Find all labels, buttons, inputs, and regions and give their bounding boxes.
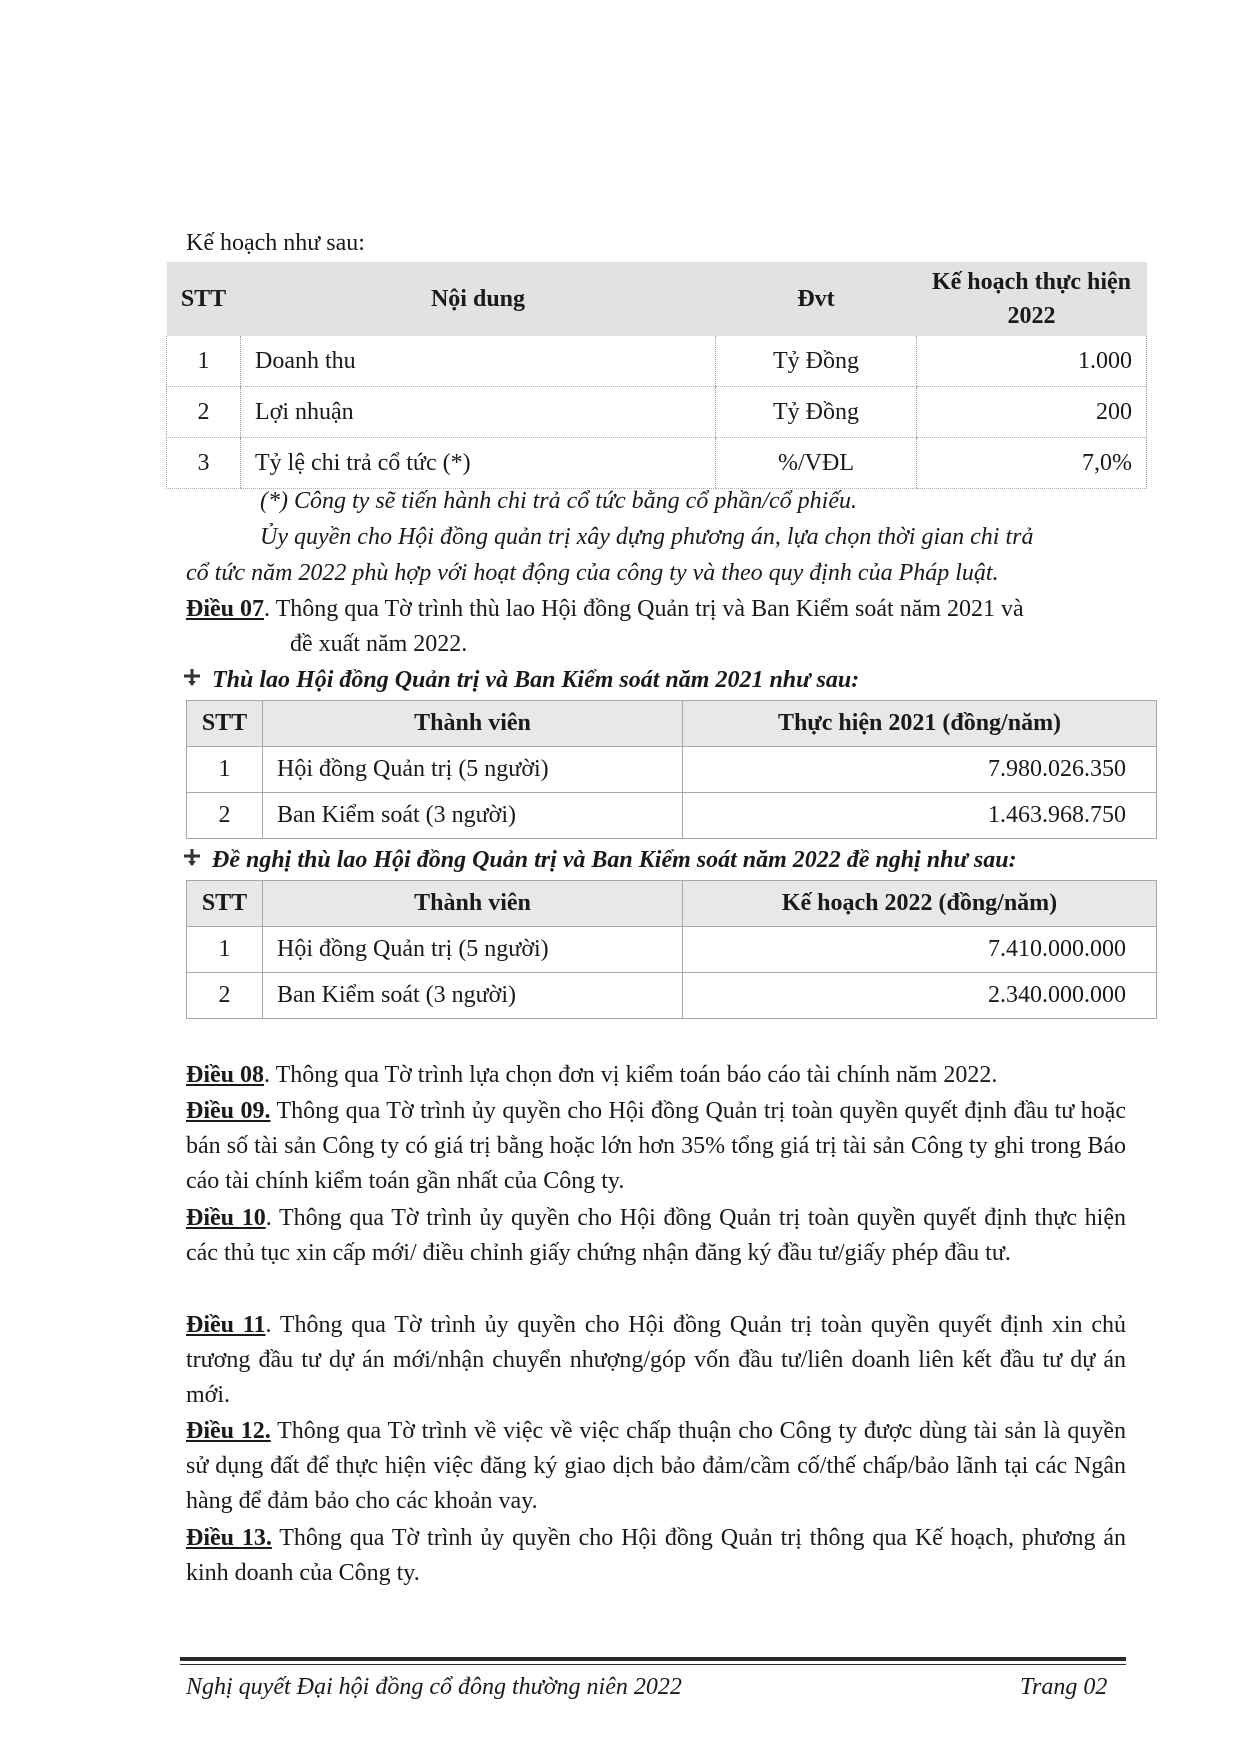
cell-stt: 3 <box>167 438 241 489</box>
cell-member: Hội đồng Quản trị (5 người) <box>263 927 683 973</box>
table-row <box>187 747 1157 793</box>
bullet-text: Đề nghị thù lao Hội đồng Quản trị và Ban Kiểm soát năm 2022 đề nghị như sau: <box>212 847 1017 873</box>
table-row <box>167 387 1147 438</box>
article-label: Điều 11 <box>186 1312 266 1338</box>
cell-amount: 7.410.000.000 <box>683 927 1157 973</box>
plan-table-header <box>167 262 1147 336</box>
cell-stt: 1 <box>167 336 241 387</box>
plus-bullet-icon <box>182 843 202 877</box>
cell-value: 200 <box>917 387 1147 438</box>
cell-unit: Tỷ Đồng <box>716 387 917 438</box>
cell-stt: 2 <box>167 387 241 438</box>
header-stt: STT <box>187 701 263 747</box>
article-label: Điều 12. <box>186 1418 271 1444</box>
bullet-text: Thù lao Hội đồng Quản trị và Ban Kiểm soát năm 2021 như sau: <box>212 667 860 693</box>
cell-stt: 2 <box>187 973 263 1019</box>
page-number: Trang 02 <box>1020 1674 1108 1700</box>
cell-content: Doanh thu <box>241 336 716 387</box>
header-plan: Kế hoạch thực hiện 2022 <box>917 262 1147 336</box>
article-10 <box>186 1201 1126 1271</box>
table-row <box>187 973 1157 1019</box>
cell-amount: 7.980.026.350 <box>683 747 1157 793</box>
article-07 <box>186 592 1024 627</box>
article-text: Thông qua Tờ trình ủy quyền cho Hội đồng Quản trị toàn quyền quyết định đầu tư hoặc bán số tài sản Công ty có giá trị bằng hoặc lớn hơn 35% tổng giá trị tài sản Công ty ghi trong Báo cáo tài chính kiểm toán gần nhất của Công ty. <box>186 1098 1127 1194</box>
table-row <box>167 336 1147 387</box>
dividend-note: (*) Công ty sẽ tiến hành chi trả cổ tức bằng cổ phần/cổ phiếu. <box>260 488 857 514</box>
cell-amount: 1.463.968.750 <box>683 793 1157 839</box>
footer-rule-thin <box>180 1664 1126 1665</box>
header-unit: Đvt <box>716 262 917 336</box>
header-amount: Kế hoạch 2022 (đồng/năm) <box>683 881 1157 927</box>
article-11 <box>186 1308 1126 1413</box>
article-text: Thông qua Tờ trình ủy quyền cho Hội đồng Quản trị thông qua Kế hoạch, phương án kinh doanh của Công ty. <box>186 1525 1127 1586</box>
table-row <box>187 927 1157 973</box>
cell-amount: 2.340.000.000 <box>683 973 1157 1019</box>
table-header <box>187 701 1157 747</box>
article-text: . Thông qua Tờ trình lựa chọn đơn vị kiểm toán báo cáo tài chính năm 2022. <box>264 1062 998 1088</box>
authorization-note-line2: cổ tức năm 2022 phù hợp với hoạt động của công ty và theo quy định của Pháp luật. <box>186 560 999 586</box>
cell-unit: Tỷ Đồng <box>716 336 917 387</box>
cell-unit: %/VĐL <box>716 438 917 489</box>
article-label: Điều 10 <box>186 1205 266 1231</box>
cell-content: Lợi nhuận <box>241 387 716 438</box>
article-text: Thông qua Tờ trình về việc về việc chấp thuận cho Công ty được dùng tài sản là quyền sử dụng đất để thực hiện việc đăng ký giao dịch bảo đảm/cầm cố/thế chấp/bảo lãnh tại các Ngân hàng để đảm bảo cho các khoản vay. <box>186 1418 1127 1514</box>
header-stt: STT <box>167 262 241 336</box>
cell-member: Ban Kiểm soát (3 người) <box>263 793 683 839</box>
header-member: Thành viên <box>263 881 683 927</box>
article-label: Điều 08 <box>186 1062 264 1088</box>
cell-stt: 1 <box>187 747 263 793</box>
bullet-2022 <box>182 843 1017 877</box>
header-content: Nội dung <box>241 262 716 336</box>
plus-bullet-icon <box>182 663 202 697</box>
cell-value: 7,0% <box>917 438 1147 489</box>
cell-stt: 1 <box>187 927 263 973</box>
footer-rule-thick <box>180 1657 1126 1661</box>
cell-value: 1.000 <box>917 336 1147 387</box>
article-text: . Thông qua Tờ trình ủy quyền cho Hội đồng Quản trị toàn quyền quyết định thực hiện các thủ tục xin cấp mới/ điều chỉnh giấy chứng nhận đăng ký đầu tư/giấy phép đầu tư. <box>186 1205 1126 1266</box>
article-08 <box>186 1058 1126 1093</box>
cell-member: Ban Kiểm soát (3 người) <box>263 973 683 1019</box>
article-label: Điều 07 <box>186 596 264 622</box>
remuneration-2021-table <box>186 700 1157 839</box>
article-label: Điều 13. <box>186 1525 272 1551</box>
bullet-2021 <box>182 663 859 697</box>
article-09 <box>186 1094 1126 1199</box>
cell-member: Hội đồng Quản trị (5 người) <box>263 747 683 793</box>
table-row <box>187 793 1157 839</box>
article-label: Điều 09. <box>186 1098 271 1124</box>
header-member: Thành viên <box>263 701 683 747</box>
intro-text: Kế hoạch như sau: <box>186 230 365 256</box>
plan-table <box>166 262 1147 489</box>
footer-title: Nghị quyết Đại hội đồng cổ đông thường niên 2022 <box>186 1674 682 1700</box>
article-13 <box>186 1521 1126 1591</box>
header-amount: Thực hiện 2021 (đồng/năm) <box>683 701 1157 747</box>
table-row <box>167 438 1147 489</box>
header-stt: STT <box>187 881 263 927</box>
remuneration-2022-table <box>186 880 1157 1019</box>
article-12 <box>186 1414 1126 1519</box>
cell-content: Tỷ lệ chi trả cổ tức (*) <box>241 438 716 489</box>
table-header <box>187 881 1157 927</box>
article-text: . Thông qua Tờ trình thù lao Hội đồng Quản trị và Ban Kiểm soát năm 2021 và <box>264 596 1024 622</box>
article-07-cont: đề xuất năm 2022. <box>290 631 468 657</box>
cell-stt: 2 <box>187 793 263 839</box>
authorization-note-line1: Ủy quyền cho Hội đồng quản trị xây dựng phương án, lựa chọn thời gian chi trả <box>260 524 1034 550</box>
article-text: . Thông qua Tờ trình ủy quyền cho Hội đồng Quản trị toàn quyền quyết định xin chủ trương đầu tư dự án mới/nhận chuyển nhượng/góp vốn đầu tư/liên doanh liên kết đầu tư dự án mới. <box>186 1312 1126 1408</box>
